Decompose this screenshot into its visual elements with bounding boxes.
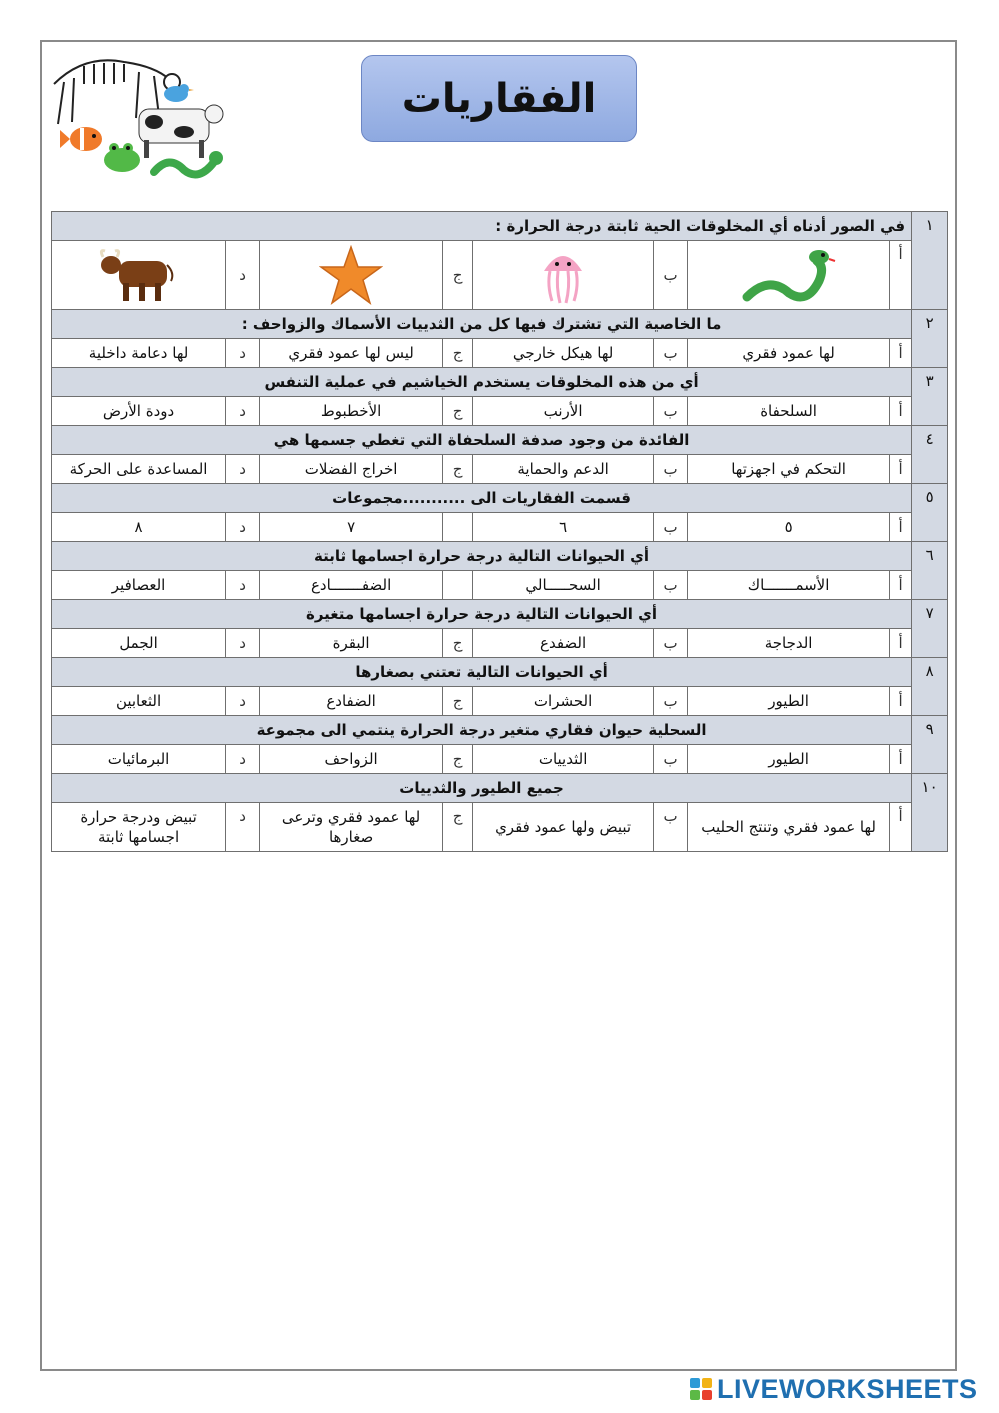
- option-label: ب: [654, 455, 688, 484]
- options-row: [52, 687, 948, 716]
- option-b[interactable]: الثدييات: [473, 745, 654, 774]
- cow-icon: [139, 105, 223, 158]
- snake-small-icon: [154, 151, 223, 175]
- option-c[interactable]: الضفـــــــادع: [260, 571, 443, 600]
- question-row: [52, 542, 948, 571]
- option-a[interactable]: السلحفاة: [688, 397, 890, 426]
- option-c[interactable]: البقرة: [260, 629, 443, 658]
- option-label: ب: [654, 571, 688, 600]
- frog-icon: [104, 143, 140, 172]
- question-row: [52, 212, 948, 241]
- question-text: أي من هذه المخلوقات يستخدم الخياشيم في عملية التنفس: [52, 368, 912, 397]
- option-c[interactable]: اخراج الفضلات: [260, 455, 443, 484]
- option-label: د: [226, 629, 260, 658]
- option-b[interactable]: [473, 241, 654, 310]
- option-c[interactable]: [260, 241, 443, 310]
- option-label: د: [226, 687, 260, 716]
- option-label: د: [226, 803, 260, 852]
- option-label: ج: [443, 687, 473, 716]
- option-d[interactable]: الثعابين: [52, 687, 226, 716]
- question-number: ٦: [912, 542, 948, 600]
- option-label: أ: [890, 745, 912, 774]
- option-a[interactable]: ٥: [688, 513, 890, 542]
- question-text: أي الحيوانات التالية تعتني بصغارها: [52, 658, 912, 687]
- question-text: جميع الطيور والثدييات: [52, 774, 912, 803]
- option-c[interactable]: ٧: [260, 513, 443, 542]
- option-b[interactable]: الأرنب: [473, 397, 654, 426]
- options-row: [52, 629, 948, 658]
- option-label: أ: [890, 241, 912, 310]
- option-a[interactable]: الطيور: [688, 687, 890, 716]
- option-label: أ: [890, 339, 912, 368]
- question-row: [52, 310, 948, 339]
- option-label-empty: [443, 513, 473, 542]
- question-number: ٩: [912, 716, 948, 774]
- option-d[interactable]: الجمل: [52, 629, 226, 658]
- bull-icon: [99, 245, 179, 305]
- question-text: ما الخاصية التي تشترك فيها كل من الثدييات الأسماك والزواحف :: [52, 310, 912, 339]
- option-a[interactable]: لها عمود فقري وتنتج الحليب: [688, 803, 890, 852]
- starfish-icon: [319, 245, 383, 305]
- option-label: أ: [890, 455, 912, 484]
- page-title: الفقاريات: [361, 55, 637, 142]
- option-label: ب: [654, 803, 688, 852]
- option-a[interactable]: [688, 241, 890, 310]
- option-label: ج: [443, 803, 473, 852]
- option-d[interactable]: ٨: [52, 513, 226, 542]
- options-row: [52, 455, 948, 484]
- question-text: الفائدة من وجود صدفة السلحفاة التي تغطي جسمها هي: [52, 426, 912, 455]
- question-row: [52, 658, 948, 687]
- option-a[interactable]: الدجاجة: [688, 629, 890, 658]
- snake-icon: [739, 245, 839, 305]
- option-d[interactable]: لها دعامة داخلية: [52, 339, 226, 368]
- option-label: ب: [654, 629, 688, 658]
- option-c[interactable]: الأخطبوط: [260, 397, 443, 426]
- options-row: [52, 339, 948, 368]
- jellyfish-icon: [538, 245, 588, 305]
- question-number: ٢: [912, 310, 948, 368]
- option-a[interactable]: الطيور: [688, 745, 890, 774]
- logo-wordmark: LIVEWORKSHEETS: [717, 1373, 978, 1404]
- question-number: ٤: [912, 426, 948, 484]
- option-label: ب: [654, 513, 688, 542]
- option-label: د: [226, 745, 260, 774]
- option-b[interactable]: السحـــــالي: [473, 571, 654, 600]
- option-label: د: [226, 397, 260, 426]
- option-label: د: [226, 571, 260, 600]
- question-row: [52, 600, 948, 629]
- option-label: ج: [443, 241, 473, 310]
- option-a[interactable]: التحكم في اجهزتها: [688, 455, 890, 484]
- option-d[interactable]: المساعدة على الحركة: [52, 455, 226, 484]
- question-number: ٣: [912, 368, 948, 426]
- option-d[interactable]: العصافير: [52, 571, 226, 600]
- option-c[interactable]: ليس لها عمود فقري: [260, 339, 443, 368]
- question-number: ١: [912, 212, 948, 310]
- option-c[interactable]: الزواحف: [260, 745, 443, 774]
- option-label: ب: [654, 397, 688, 426]
- options-row: [52, 513, 948, 542]
- option-label: ج: [443, 629, 473, 658]
- options-row: [52, 803, 948, 852]
- option-label: أ: [890, 687, 912, 716]
- option-label: ج: [443, 745, 473, 774]
- logo-blocks-icon: [690, 1378, 712, 1400]
- option-d[interactable]: دودة الأرض: [52, 397, 226, 426]
- quiz-table: [51, 211, 948, 852]
- option-label: د: [226, 513, 260, 542]
- question-row: [52, 484, 948, 513]
- option-label: ب: [654, 745, 688, 774]
- question-row: [52, 774, 948, 803]
- option-a[interactable]: الأسمـــــــاك: [688, 571, 890, 600]
- option-label: ب: [654, 687, 688, 716]
- question-text: أي الحيوانات التالية درجة حرارة اجسامها ثابتة: [52, 542, 912, 571]
- option-label: أ: [890, 803, 912, 852]
- option-label: أ: [890, 571, 912, 600]
- option-label: د: [226, 241, 260, 310]
- option-label: د: [226, 339, 260, 368]
- question-number: ٧: [912, 600, 948, 658]
- option-label: أ: [890, 513, 912, 542]
- option-label: د: [226, 455, 260, 484]
- option-d[interactable]: تبيض ودرجة حرارة اجسامها ثابتة: [52, 803, 226, 852]
- options-row: [52, 745, 948, 774]
- option-a[interactable]: لها عمود فقري: [688, 339, 890, 368]
- option-b[interactable]: تبيض ولها عمود فقري: [473, 803, 654, 852]
- option-c[interactable]: لها عمود فقري وترعى صغارها: [260, 803, 443, 852]
- question-row: [52, 426, 948, 455]
- option-label-empty: [443, 571, 473, 600]
- option-label: ج: [443, 339, 473, 368]
- options-row: [52, 571, 948, 600]
- options-row: [52, 241, 948, 310]
- question-text: في الصور أدناه أي المخلوقات الحية ثابتة درجة الحرارة :: [52, 212, 912, 241]
- question-row: [52, 368, 948, 397]
- option-b[interactable]: الدعم والحماية: [473, 455, 654, 484]
- option-c[interactable]: الضفادع: [260, 687, 443, 716]
- question-text: أي الحيوانات التالية درجة حرارة اجسامها متغيرة: [52, 600, 912, 629]
- question-number: ١٠: [912, 774, 948, 852]
- option-b[interactable]: الضفدع: [473, 629, 654, 658]
- option-label: ج: [443, 397, 473, 426]
- option-b[interactable]: ٦: [473, 513, 654, 542]
- quiz-body: [52, 212, 948, 852]
- question-number: ٨: [912, 658, 948, 716]
- question-text: السحلية حيوان فقاري متغير درجة الحرارة ينتمي الى مجموعة: [52, 716, 912, 745]
- option-label: ب: [654, 241, 688, 310]
- fish-icon: [60, 127, 102, 151]
- question-number: ٥: [912, 484, 948, 542]
- option-label: أ: [890, 629, 912, 658]
- option-b[interactable]: لها هيكل خارجي: [473, 339, 654, 368]
- option-b[interactable]: الحشرات: [473, 687, 654, 716]
- option-d[interactable]: البرمائيات: [52, 745, 226, 774]
- liveworksheets-logo[interactable]: [690, 1373, 978, 1404]
- question-text: قسمت الفقاريات الى ...........مجموعات: [52, 484, 912, 513]
- option-d[interactable]: [52, 241, 226, 310]
- option-label: ج: [443, 455, 473, 484]
- option-label: أ: [890, 397, 912, 426]
- vertebrates-illustration: [44, 44, 230, 182]
- options-row: [52, 397, 948, 426]
- question-row: [52, 716, 948, 745]
- option-label: ب: [654, 339, 688, 368]
